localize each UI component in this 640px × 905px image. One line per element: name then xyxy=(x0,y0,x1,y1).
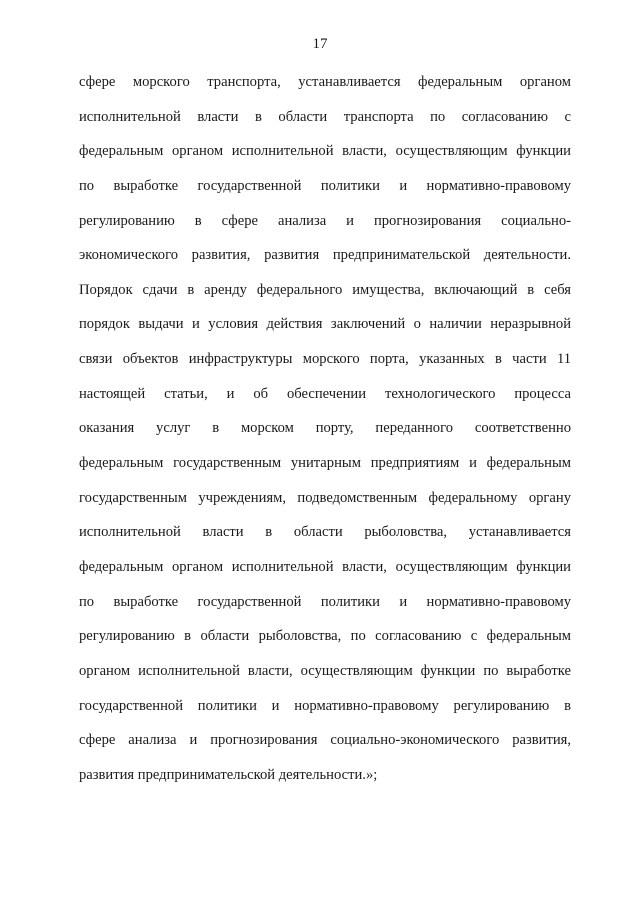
text-line-18: органом исполнительной власти, осуществляющим функции по выработке xyxy=(79,662,571,679)
text-line-11: оказания услуг в морском порту, переданного соответственно xyxy=(79,420,571,437)
text-line-14: исполнительной власти в области рыболовства, устанавливается xyxy=(79,524,571,541)
text-line-2: исполнительной власти в области транспорта по согласованию с xyxy=(79,108,571,125)
text-line-13: государственным учреждениям, подведомственным федеральному органу xyxy=(79,489,571,506)
text-line-15: федеральным органом исполнительной власти, осуществляющим функции xyxy=(79,558,571,575)
text-line-9: связи объектов инфраструктуры морского порта, указанных в части 11 xyxy=(79,351,571,368)
text-line-12: федеральным государственным унитарным предприятиям и федеральным xyxy=(79,455,571,472)
text-line-19: государственной политики и нормативно-правовому регулированию в xyxy=(79,697,571,714)
text-line-7: Порядок сдачи в аренду федерального имущества, включающий в себя xyxy=(79,281,571,298)
text-line-17: регулированию в области рыболовства, по согласованию с федеральным xyxy=(79,628,571,645)
text-line-6: экономического развития, развития предпринимательской деятельности. xyxy=(79,247,571,264)
text-line-21: развития предпринимательской деятельности.»; xyxy=(79,766,378,783)
text-line-3: федеральным органом исполнительной власти, осуществляющим функции xyxy=(79,143,571,160)
text-line-1: сфере морского транспорта, устанавливается федеральным органом xyxy=(79,74,571,90)
text-line-20: сфере анализа и прогнозирования социально-экономического развития, xyxy=(79,732,571,749)
text-line-16: по выработке государственной политики и нормативно-правовому xyxy=(79,593,571,610)
text-line-4: по выработке государственной политики и нормативно-правовому xyxy=(79,177,571,194)
text-line-8: порядок выдачи и условия действия заключений о наличии неразрывной xyxy=(79,316,571,333)
body-paragraph xyxy=(79,71,571,798)
text-line-5: регулированию в сфере анализа и прогнозирования социально- xyxy=(79,212,571,229)
text-line-10: настоящей статьи, и об обеспечении технологического процесса xyxy=(79,385,571,402)
page-number: 17 xyxy=(312,36,328,52)
